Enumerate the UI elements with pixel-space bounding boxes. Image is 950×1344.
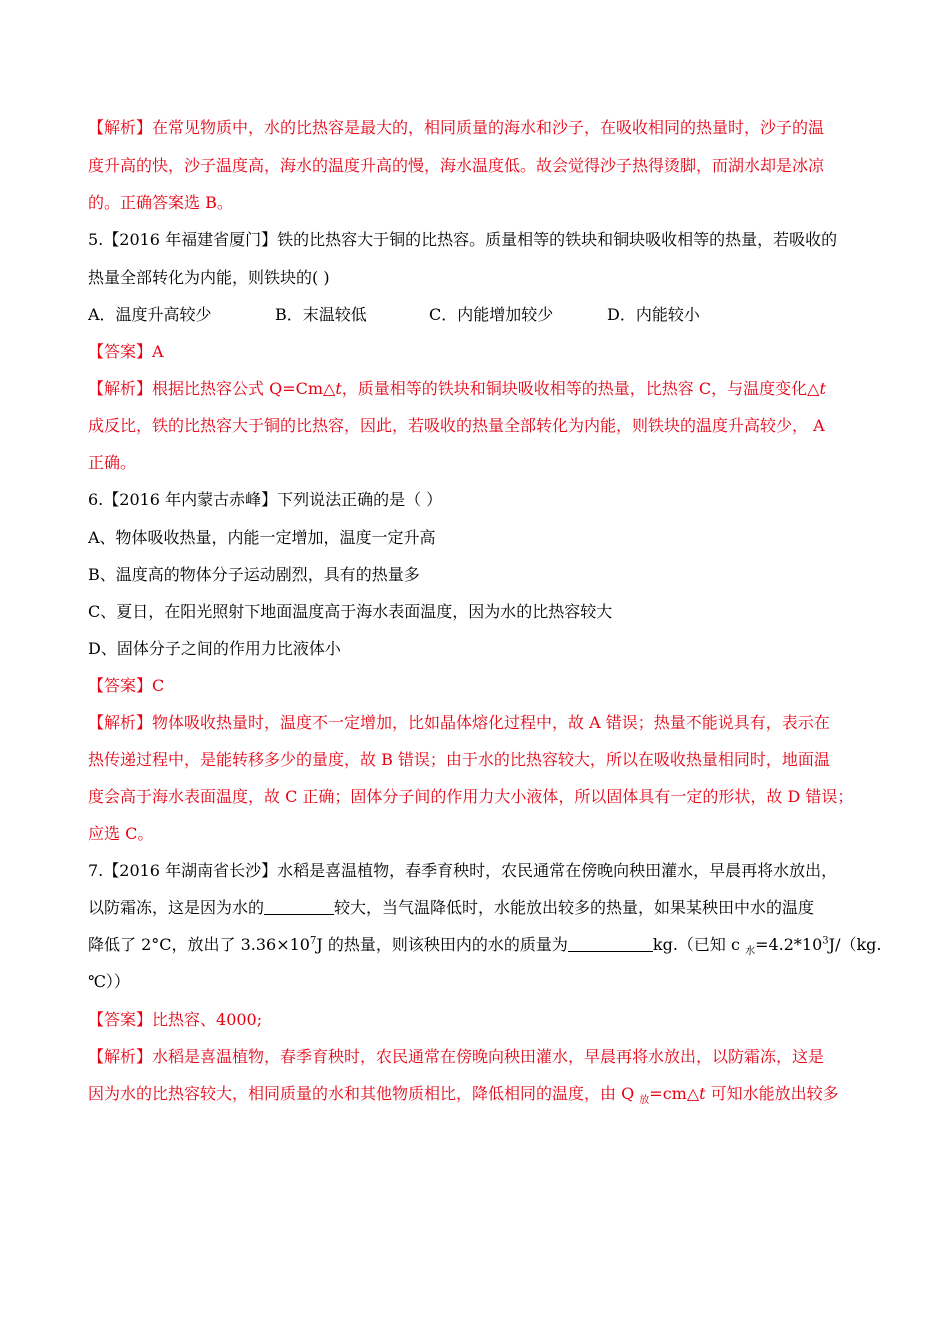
q7-stem-text-3a: 降低了 2°C，放出了 3.36×10 bbox=[88, 935, 310, 954]
q5-analysis-text-1b: ，质量相等的铁块和铜块吸收相等的热量，比热容 C，与温度变化△ bbox=[341, 379, 820, 398]
q5-stem-line-2: 热量全部转化为内能，则铁块的( ) bbox=[88, 268, 330, 287]
q6-answer-line bbox=[88, 675, 164, 697]
q5-analysis-t-var-2: t bbox=[819, 379, 826, 398]
q5-answer-tag: 【答案】 bbox=[88, 342, 153, 361]
q7-stem-line-1 bbox=[88, 860, 837, 882]
q7-analysis-line-2 bbox=[88, 1083, 839, 1105]
q7-analysis-tag: 【解析】 bbox=[88, 1047, 153, 1066]
q5-option-d: D．内能较小 bbox=[607, 305, 700, 324]
q5-stem-text-1: 铁的比热容大于铜的比热容。质量相等的铁块和铜块吸收相等的热量，若吸收的 bbox=[277, 230, 838, 249]
q7-blank-2 bbox=[568, 935, 653, 952]
q7-analysis-text-1: 水稻是喜温植物，春季育秧时，农民通常在傍晚向秧田灌水，早晨再将水放出，以防霜冻，这是 bbox=[152, 1047, 825, 1066]
q7-stem-text-2a: 以防霜冻，这是因为水的 bbox=[88, 898, 265, 917]
q6-analysis-tag: 【解析】 bbox=[88, 713, 153, 732]
q5-option-a: A．温度升高较少 bbox=[88, 305, 212, 324]
q4-analysis-line-3: 的。正确答案选 B。 bbox=[88, 193, 233, 212]
q7-analysis-text-2c: 可知水能放出较多 bbox=[705, 1084, 839, 1103]
q6-stem-text: 下列说法正确的是（ ） bbox=[277, 490, 443, 509]
q7-stem-text-2b: 较大，当气温降低时，水能放出较多的热量，如果某秧田中水的温度 bbox=[334, 898, 815, 917]
q6-number: 6. bbox=[88, 490, 104, 509]
q7-stem-text-3c: kg.（已知 c bbox=[652, 935, 746, 954]
q7-answer-tag: 【答案】 bbox=[88, 1010, 153, 1029]
q7-stem-line-3 bbox=[88, 934, 882, 956]
q6-analysis-line-2: 热传递过程中，是能转移多少的量度，故 B 错误；由于水的比热容较大，所以在吸收热量相同时，地面温 bbox=[88, 750, 830, 769]
q4-analysis-text-1: 在常见物质中，水的比热容是最大的，相同质量的海水和沙子，在吸收相同的热量时，沙子的温 bbox=[152, 118, 825, 137]
q5-answer-line bbox=[88, 341, 164, 363]
q5-answer: A bbox=[152, 342, 164, 361]
q6-option-a: A、物体吸收热量，内能一定增加，温度一定升高 bbox=[88, 528, 436, 547]
q4-analysis-line-1 bbox=[88, 117, 824, 139]
q5-analysis-t-var: t bbox=[335, 379, 342, 398]
q4-analysis-line-2: 度升高的快，沙子温度高，海水的温度升高的慢，海水温度低。故会觉得沙子热得烫脚，而湖水却是冰凉 bbox=[88, 156, 825, 175]
q5-number: 5. bbox=[88, 230, 104, 249]
q5-option-b: B．末温较低 bbox=[275, 305, 367, 324]
q7-stem-text-3e: J/（kg. bbox=[828, 935, 882, 954]
q7-analysis-subscript: 放 bbox=[639, 1095, 650, 1107]
q7-stem-text-1: 水稻是喜温植物，春季育秧时，农民通常在傍晚向秧田灌水，早晨再将水放出， bbox=[277, 861, 838, 880]
q5-analysis-line-3: 正确。 bbox=[88, 453, 137, 472]
q4-analysis-tag: 【解析】 bbox=[88, 118, 153, 137]
q6-option-c: C、夏日，在阳光照射下地面温度高于海水表面温度，因为水的比热容较大 bbox=[88, 602, 613, 621]
q6-answer-tag: 【答案】 bbox=[88, 676, 153, 695]
q7-stem-line-2 bbox=[88, 897, 814, 919]
q7-stem-text-3b: J 的热量，则该秧田内的水的质量为 bbox=[316, 935, 568, 954]
q6-analysis-line-3: 度会高于海水表面温度，故 C 正确；固体分子间的作用力大小液体，所以固体具有一定的形状，故 D 错误； bbox=[88, 787, 854, 806]
q7-source: 【2016 年湖南省长沙】 bbox=[103, 861, 278, 880]
q6-analysis-line-1 bbox=[88, 712, 830, 734]
q5-source: 【2016 年福建省厦门】 bbox=[103, 230, 278, 249]
q7-exponent-7: 7 bbox=[310, 935, 317, 947]
q7-blank-1 bbox=[264, 898, 334, 915]
q7-stem-text-3d: =4.2*10 bbox=[755, 935, 823, 954]
q6-answer: C bbox=[152, 676, 165, 695]
q5-options bbox=[88, 304, 700, 326]
q6-option-d: D、固体分子之间的作用力比液体小 bbox=[88, 639, 341, 658]
q5-analysis-text-1a: 根据比热容公式 Q=Cm△ bbox=[152, 379, 336, 398]
q6-analysis-text-1: 物体吸收热量时，温度不一定增加，比如晶体熔化过程中，故 A 错误；热量不能说具有，表示在 bbox=[152, 713, 830, 732]
q6-stem-line bbox=[88, 489, 442, 511]
q7-number: 7. bbox=[88, 861, 104, 880]
q7-exponent-3: 3 bbox=[822, 935, 829, 947]
q5-analysis-tag: 【解析】 bbox=[88, 379, 153, 398]
q5-option-c: C．内能增加较少 bbox=[429, 305, 554, 324]
q7-answer-line bbox=[88, 1009, 262, 1031]
q6-analysis-line-4: 应选 C。 bbox=[88, 824, 154, 843]
q6-option-b: B、温度高的物体分子运动剧烈，具有的热量多 bbox=[88, 565, 420, 584]
q7-answer: 比热容、4000; bbox=[152, 1010, 263, 1029]
q5-analysis-line-2: 成反比，铁的比热容大于铜的比热容，因此，若吸收的热量全部转化为内能，则铁块的温度升高较少， A bbox=[88, 416, 825, 435]
q7-stem-line-4: ℃）） bbox=[88, 972, 130, 991]
q7-analysis-text-2a: 因为水的比热容较大，相同质量的水和其他物质相比，降低相同的温度，由 Q bbox=[88, 1084, 640, 1103]
q6-source: 【2016 年内蒙古赤峰】 bbox=[103, 490, 278, 509]
q5-analysis-line-1 bbox=[88, 378, 826, 400]
q7-analysis-t-var: t bbox=[699, 1084, 706, 1103]
q7-analysis-text-2b: =cm△ bbox=[649, 1084, 700, 1103]
q7-subscript-water: 水 bbox=[745, 946, 756, 958]
q7-analysis-line-1 bbox=[88, 1046, 824, 1068]
q5-stem-line-1 bbox=[88, 229, 837, 251]
